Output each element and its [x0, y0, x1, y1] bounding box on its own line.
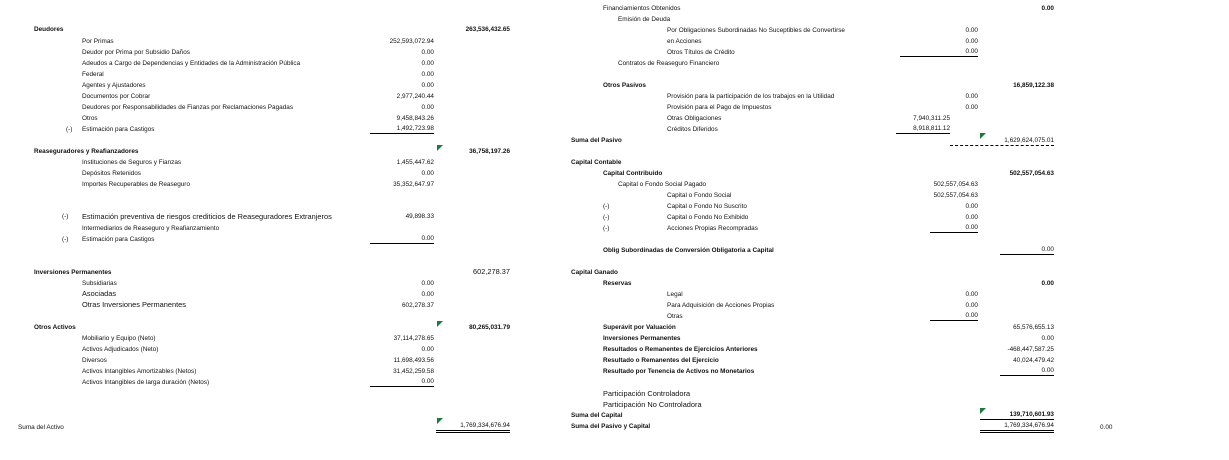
- oa-label-4: Activos Intangibles de larga duración (Netos): [82, 379, 210, 386]
- deudores-label-6: Deudores por Responsabilidades de Fianzas por Reclamaciones Pagadas: [82, 104, 294, 111]
- op-value-3: 8,918,811.12: [896, 125, 950, 134]
- reaseg-label-3: Estimación preventiva de riesgos crediticios de Reaseguradores Extranjeros: [82, 212, 332, 221]
- suma-activo-value: 1,769,334,676.94: [436, 422, 510, 433]
- fin-label-0: Por Obligaciones Subordinadas No Suceptibles de Convertirse: [667, 27, 845, 34]
- oblig-subordinadas-value: 0.00: [1000, 246, 1054, 255]
- res-value-0: 0.00: [965, 291, 978, 298]
- otros-pasivos-total: 16,859,122.38: [1013, 82, 1054, 89]
- otros-activos-title: Otros Activos: [34, 324, 76, 331]
- fin-value-1: 0.00: [965, 38, 978, 45]
- cc-value-1: 0.00: [965, 203, 978, 210]
- contratos-reaseguro: Contratos de Reaseguro Financiero: [618, 60, 720, 67]
- suma-pasivo-capital-value: 1,769,334,676.94: [980, 422, 1054, 433]
- inv-value-2: 602,278.37: [402, 302, 434, 309]
- deudores-value-7: 9,458,843.26: [396, 115, 434, 122]
- deudores-value-6: 0.00: [421, 104, 434, 111]
- fin-label-2: Otros Títulos de Crédito: [667, 49, 735, 56]
- suma-pasivo-value: 1,629,624,075.01: [950, 137, 1054, 146]
- reaseg-label-1: Depósitos Retenidos: [82, 170, 141, 177]
- oa-label-0: Mobiliario y Equipo (Neto): [82, 335, 156, 342]
- res-label-0: Legal: [667, 291, 683, 298]
- cc-value-0: 502,557,054.63: [933, 192, 978, 199]
- deudores-value-2: 0.00: [421, 60, 434, 67]
- cg-label-4: Resultado por Tenencia de Activos no Monetarios: [603, 368, 755, 375]
- deudores-value-3: 0.00: [421, 71, 434, 78]
- oa-value-3: 31,452,259.58: [393, 368, 434, 375]
- capital-contribuido-total: 502,557,054.63: [1009, 170, 1054, 177]
- deudores-label-4: Agentes y Ajustadores: [82, 82, 146, 89]
- oa-value-2: 11,698,493.56: [393, 357, 434, 364]
- op-value-0: 0.00: [965, 93, 978, 100]
- cc-label-2: Capital o Fondo No Exhibido: [667, 214, 749, 221]
- res-value-2: 0.00: [930, 312, 978, 321]
- cc-value-3: 0.00: [930, 224, 978, 233]
- reaseg-value-5: 0.00: [370, 235, 434, 244]
- inversiones-title: Inversiones Permanentes: [34, 269, 112, 276]
- cg-label-1: Inversiones Permanentes: [603, 335, 681, 342]
- oa-label-2: Diversos: [82, 357, 107, 364]
- reaseguradores-total: 36,758,197.26: [469, 148, 510, 155]
- op-label-3: Créditos Diferidos: [667, 126, 718, 133]
- deudores-value-1: 0.00: [421, 49, 434, 56]
- cg-label-2: Resultados o Remanentes de Ejercicios Anteriores: [603, 346, 758, 353]
- reaseg-prefix-3: (-): [62, 213, 69, 220]
- suma-capital-label: Suma del Capital: [571, 412, 623, 419]
- inv-label-0: Subsidiarias: [82, 280, 117, 287]
- deudores-label-7: Otros: [82, 115, 98, 122]
- cc-value-2: 0.00: [965, 214, 978, 221]
- oa-label-3: Activos Intangibles Amortizables (Netos): [82, 368, 197, 375]
- fin-value-2: 0.00: [900, 48, 978, 57]
- op-value-2: 7,940,311.25: [913, 115, 950, 122]
- cg-value-3: 40,024,479.42: [1013, 357, 1054, 364]
- capital-social-pagado-value: 502,557,054.63: [933, 181, 978, 188]
- cg-label-3: Resultado o Remanentes del Ejercicio: [603, 357, 719, 364]
- inv-label-2: Otras Inversiones Permanentes: [82, 300, 186, 309]
- fin-label-1: en Acciones: [667, 38, 702, 45]
- cg-value-0: 65,576,655.13: [1013, 324, 1054, 331]
- deudores-label-5: Documentos por Cobrar: [82, 93, 151, 100]
- capital-contribuido-title: Capital Contribuido: [603, 170, 663, 177]
- deudores-title: Deudores: [34, 26, 64, 33]
- deudores-value-8: 1,492,723.98: [370, 125, 434, 134]
- deudores-label-1: Deudor por Prima por Subsidio Daños: [82, 49, 190, 56]
- cc-label-0: Capital o Fondo Social: [667, 192, 732, 199]
- reservas-total: 0.00: [1041, 280, 1054, 287]
- cc-prefix-2: (-): [603, 214, 610, 221]
- reservas-title: Reservas: [603, 280, 632, 287]
- cc-label-1: Capital o Fondo No Suscrito: [667, 203, 747, 210]
- inv-value-0: 0.00: [421, 280, 434, 287]
- capital-ganado-title: Capital Ganado: [571, 269, 618, 276]
- otros-activos-total: 80,265,031.79: [469, 324, 510, 331]
- res-label-2: Otras: [667, 313, 683, 320]
- cg-value-4: 0.00: [1000, 367, 1054, 376]
- inversiones-total: 602,278.37: [473, 267, 510, 276]
- oa-value-4: 0.00: [370, 378, 434, 387]
- fin-value-0: 0.00: [965, 27, 978, 34]
- cc-label-3: Acciones Propias Recompradas: [667, 225, 758, 232]
- inv-label-1: Asociadas: [82, 289, 117, 298]
- reaseg-label-2: Importes Recuperables de Reaseguro: [82, 181, 190, 188]
- cg-value-2: -468,447,587.25: [1007, 346, 1054, 353]
- suma-pasivo-capital-label: Suma del Pasivo y Capital: [571, 423, 651, 430]
- reaseg-label-4: Intermediarios de Reaseguro y Reafianzamiento: [82, 225, 220, 232]
- capital-contable-title: Capital Contable: [571, 159, 622, 166]
- financiamientos-total: 0.00: [1041, 5, 1054, 12]
- deudores-value-4: 0.00: [421, 82, 434, 89]
- inv-value-1: 0.00: [421, 291, 434, 298]
- deudores-value-0: 252,593,072.94: [389, 38, 434, 45]
- reaseg-value-1: 0.00: [421, 170, 434, 177]
- reaseg-prefix-5: (-): [62, 236, 69, 243]
- reaseg-value-3: 49,898.33: [405, 213, 434, 220]
- reaseg-value-0: 1,455,447.62: [396, 159, 434, 166]
- cg-label-0: Superávit por Valuación: [603, 324, 676, 331]
- res-label-1: Para Adquisición de Acciones Propias: [667, 302, 775, 309]
- deudores-total: 263,536,432.65: [465, 26, 510, 33]
- difference-value: 0.00: [1100, 424, 1113, 431]
- op-value-1: 0.00: [965, 104, 978, 111]
- capital-social-pagado-label: Capital o Fondo Social Pagado: [618, 181, 707, 188]
- participacion-controladora: Participación Controladora: [603, 389, 691, 398]
- oa-label-1: Activos Adjudicados (Neto): [82, 346, 159, 353]
- deudores-label-8: Estimación para Castigos: [82, 126, 155, 133]
- cc-prefix-3: (-): [603, 225, 610, 232]
- oa-value-1: 0.00: [421, 346, 434, 353]
- suma-activo-label: Suma del Activo: [18, 424, 64, 431]
- op-label-1: Provisión para el Pago de Impuestos: [667, 104, 772, 111]
- deudores-label-3: Federal: [82, 71, 104, 78]
- reaseg-label-5: Estimación para Castigos: [82, 236, 155, 243]
- reaseg-value-2: 35,352,647.97: [393, 181, 434, 188]
- emision-deuda: Emisión de Deuda: [618, 16, 671, 23]
- cc-prefix-1: (-): [603, 203, 610, 210]
- deudores-label-2: Adeudos a Cargo de Dependencias y Entidades de la Administración Pública: [82, 60, 301, 67]
- op-label-2: Otras Obligaciones: [667, 115, 722, 122]
- oa-value-0: 37,114,278.65: [393, 335, 434, 342]
- financiamientos-title: Financiamientos Obtenidos: [603, 5, 681, 12]
- oblig-subordinadas-label: Oblig Subordinadas de Conversión Obligatoria a Capital: [603, 247, 774, 254]
- suma-capital-value: 139,710,601.93: [980, 411, 1054, 420]
- cg-value-1: 0.00: [1041, 335, 1054, 342]
- deudores-label-0: Por Primas: [82, 38, 114, 45]
- otros-pasivos-title: Otros Pasivos: [603, 82, 646, 89]
- suma-pasivo-label: Suma del Pasivo: [571, 137, 622, 144]
- op-label-0: Provisión para la participación de los trabajos en la Utilidad: [667, 93, 835, 100]
- reaseg-label-0: Instituciones de Seguros y Fianzas: [82, 159, 182, 166]
- deudores-value-5: 2,977,240.44: [396, 93, 434, 100]
- participacion-no-controladora: Participación No Controladora: [603, 400, 702, 409]
- res-value-1: 0.00: [965, 302, 978, 309]
- deudores-prefix-8: (-): [66, 126, 73, 133]
- reaseguradores-title: Reaseguradores y Reafianzadores: [34, 148, 139, 155]
